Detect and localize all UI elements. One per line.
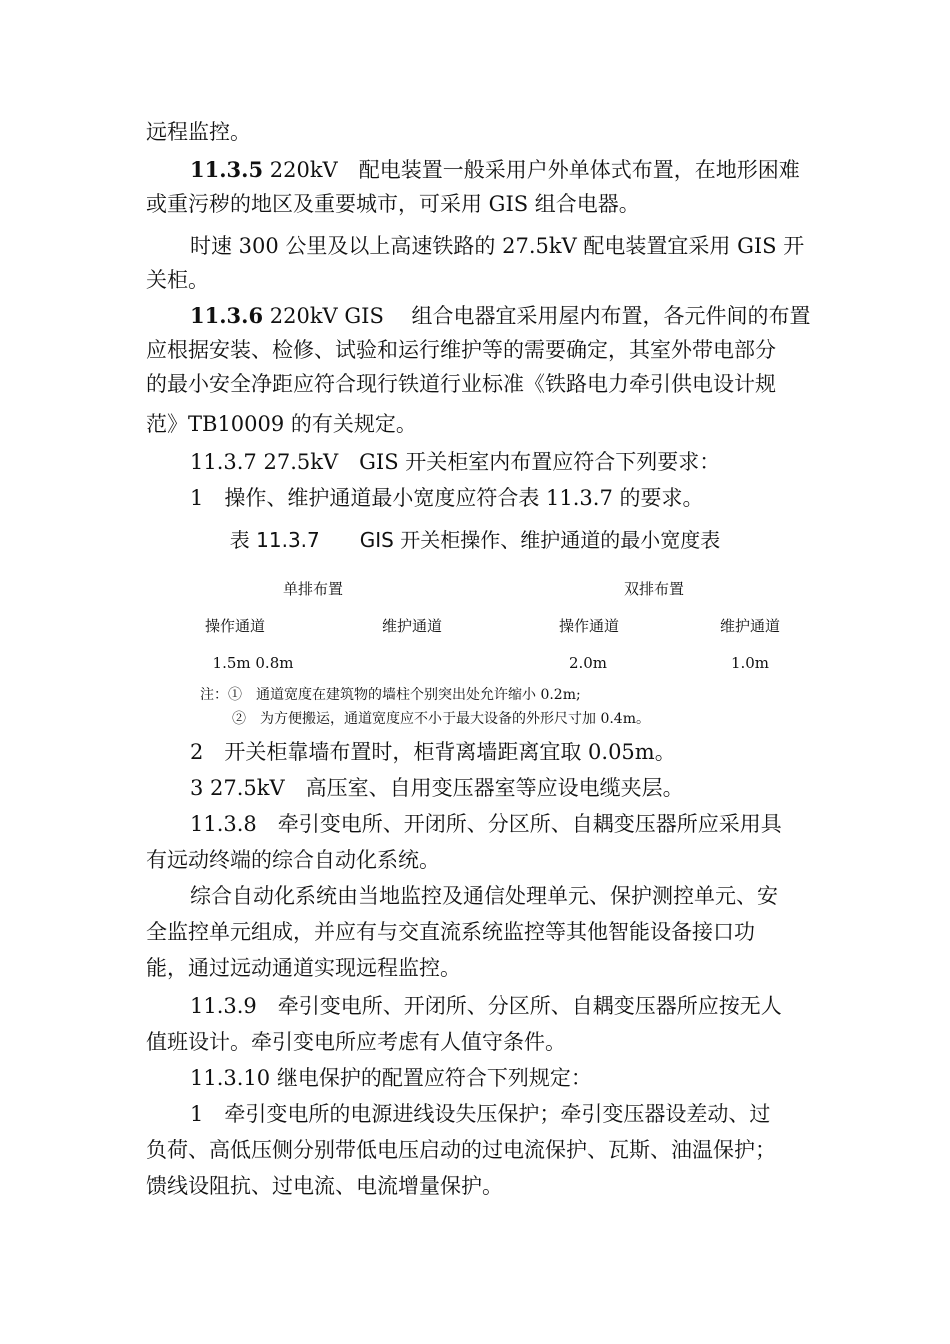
paragraph-line: 远程监控。 bbox=[146, 120, 251, 144]
clause-number: 11.3.6 bbox=[190, 303, 264, 328]
table-cell: 2.0m bbox=[568, 654, 608, 672]
paragraph-line: 11.3.8 牵引变电所、开闭所、分区所、自耦变压器所应采用具 bbox=[190, 812, 782, 836]
table-cell: 1.5m 0.8m bbox=[212, 654, 294, 672]
table-group-header: 双排布置 bbox=[623, 580, 685, 598]
paragraph-line: 11.3.9 牵引变电所、开闭所、分区所、自耦变压器所应按无人 bbox=[190, 994, 782, 1018]
table-column-header: 维护通道 bbox=[381, 617, 443, 635]
paragraph-line: 馈线设阻抗、过电流、电流增量保护。 bbox=[146, 1174, 503, 1198]
paragraph-line: 应根据安装、检修、试验和运行维护等的需要确定，其室外带电部分 bbox=[146, 338, 776, 362]
paragraph-line: 负荷、高低压侧分别带低电压启动的过电流保护、瓦斯、油温保护； bbox=[146, 1138, 776, 1162]
paragraph-line: 11.3.10 继电保护的配置应符合下列规定： bbox=[190, 1066, 592, 1090]
table-column-header: 操作通道 bbox=[204, 617, 266, 635]
paragraph-line: 时速 300 公里及以上高速铁路的 27.5kV 配电装置宜采用 GIS 开 bbox=[190, 234, 805, 258]
clause-text: 220kV GIS 组合电器宜采用屋内布置，各元件间的布置 bbox=[263, 304, 811, 328]
paragraph-line: 综合自动化系统由当地监控及通信处理单元、保护测控单元、安 bbox=[190, 884, 778, 908]
paragraph-line: 能，通过远动通道实现远程监控。 bbox=[146, 956, 461, 980]
paragraph-line: 范》TB10009 的有关规定。 bbox=[146, 412, 417, 436]
table-column-header: 维护通道 bbox=[719, 617, 781, 635]
paragraph-line: 11.3.7 27.5kV GIS 开关柜室内布置应符合下列要求： bbox=[190, 450, 721, 474]
table-note: ② 为方便搬运，通道宽度应不小于最大设备的外形尺寸加 0.4m。 bbox=[232, 711, 650, 727]
clause-number: 11.3.5 bbox=[190, 157, 264, 182]
table-column-header: 操作通道 bbox=[558, 617, 620, 635]
paragraph-line: 3 27.5kV 高压室、自用变压器室等应设电缆夹层。 bbox=[190, 776, 684, 800]
paragraph-line: 有远动终端的综合自动化系统。 bbox=[146, 848, 440, 872]
paragraph-line: 全监控单元组成，并应有与交直流系统监控等其他智能设备接口功 bbox=[146, 920, 755, 944]
clause-11-3-5-line bbox=[190, 154, 870, 186]
table-group-header: 单排布置 bbox=[282, 580, 344, 598]
clause-text: 220kV 配电装置一般采用户外单体式布置，在地形困难 bbox=[263, 158, 800, 182]
paragraph-line: 1 操作、维护通道最小宽度应符合表 11.3.7 的要求。 bbox=[190, 486, 704, 510]
table-caption: 表 11.3.7 GIS 开关柜操作、维护通道的最小宽度表 bbox=[229, 528, 721, 552]
paragraph-line: 值班设计。牵引变电所应考虑有人值守条件。 bbox=[146, 1030, 566, 1054]
paragraph-line: 1 牵引变电所的电源进线设失压保护；牵引变压器设差动、过 bbox=[190, 1102, 771, 1126]
paragraph-line: 或重污秽的地区及重要城市，可采用 GIS 组合电器。 bbox=[146, 192, 640, 216]
clause-11-3-6-line bbox=[190, 300, 870, 332]
paragraph-line: 的最小安全净距应符合现行铁道行业标准《铁路电力牵引供电设计规 bbox=[146, 372, 776, 396]
table-note: 注：① 通道宽度在建筑物的墙柱个别突出处允许缩小 0.2m; bbox=[200, 687, 581, 703]
paragraph-line: 关柜。 bbox=[146, 268, 209, 292]
table-cell: 1.0m bbox=[730, 654, 770, 672]
paragraph-line: 2 开关柜靠墙布置时，柜背离墙距离宜取 0.05m。 bbox=[190, 740, 676, 764]
